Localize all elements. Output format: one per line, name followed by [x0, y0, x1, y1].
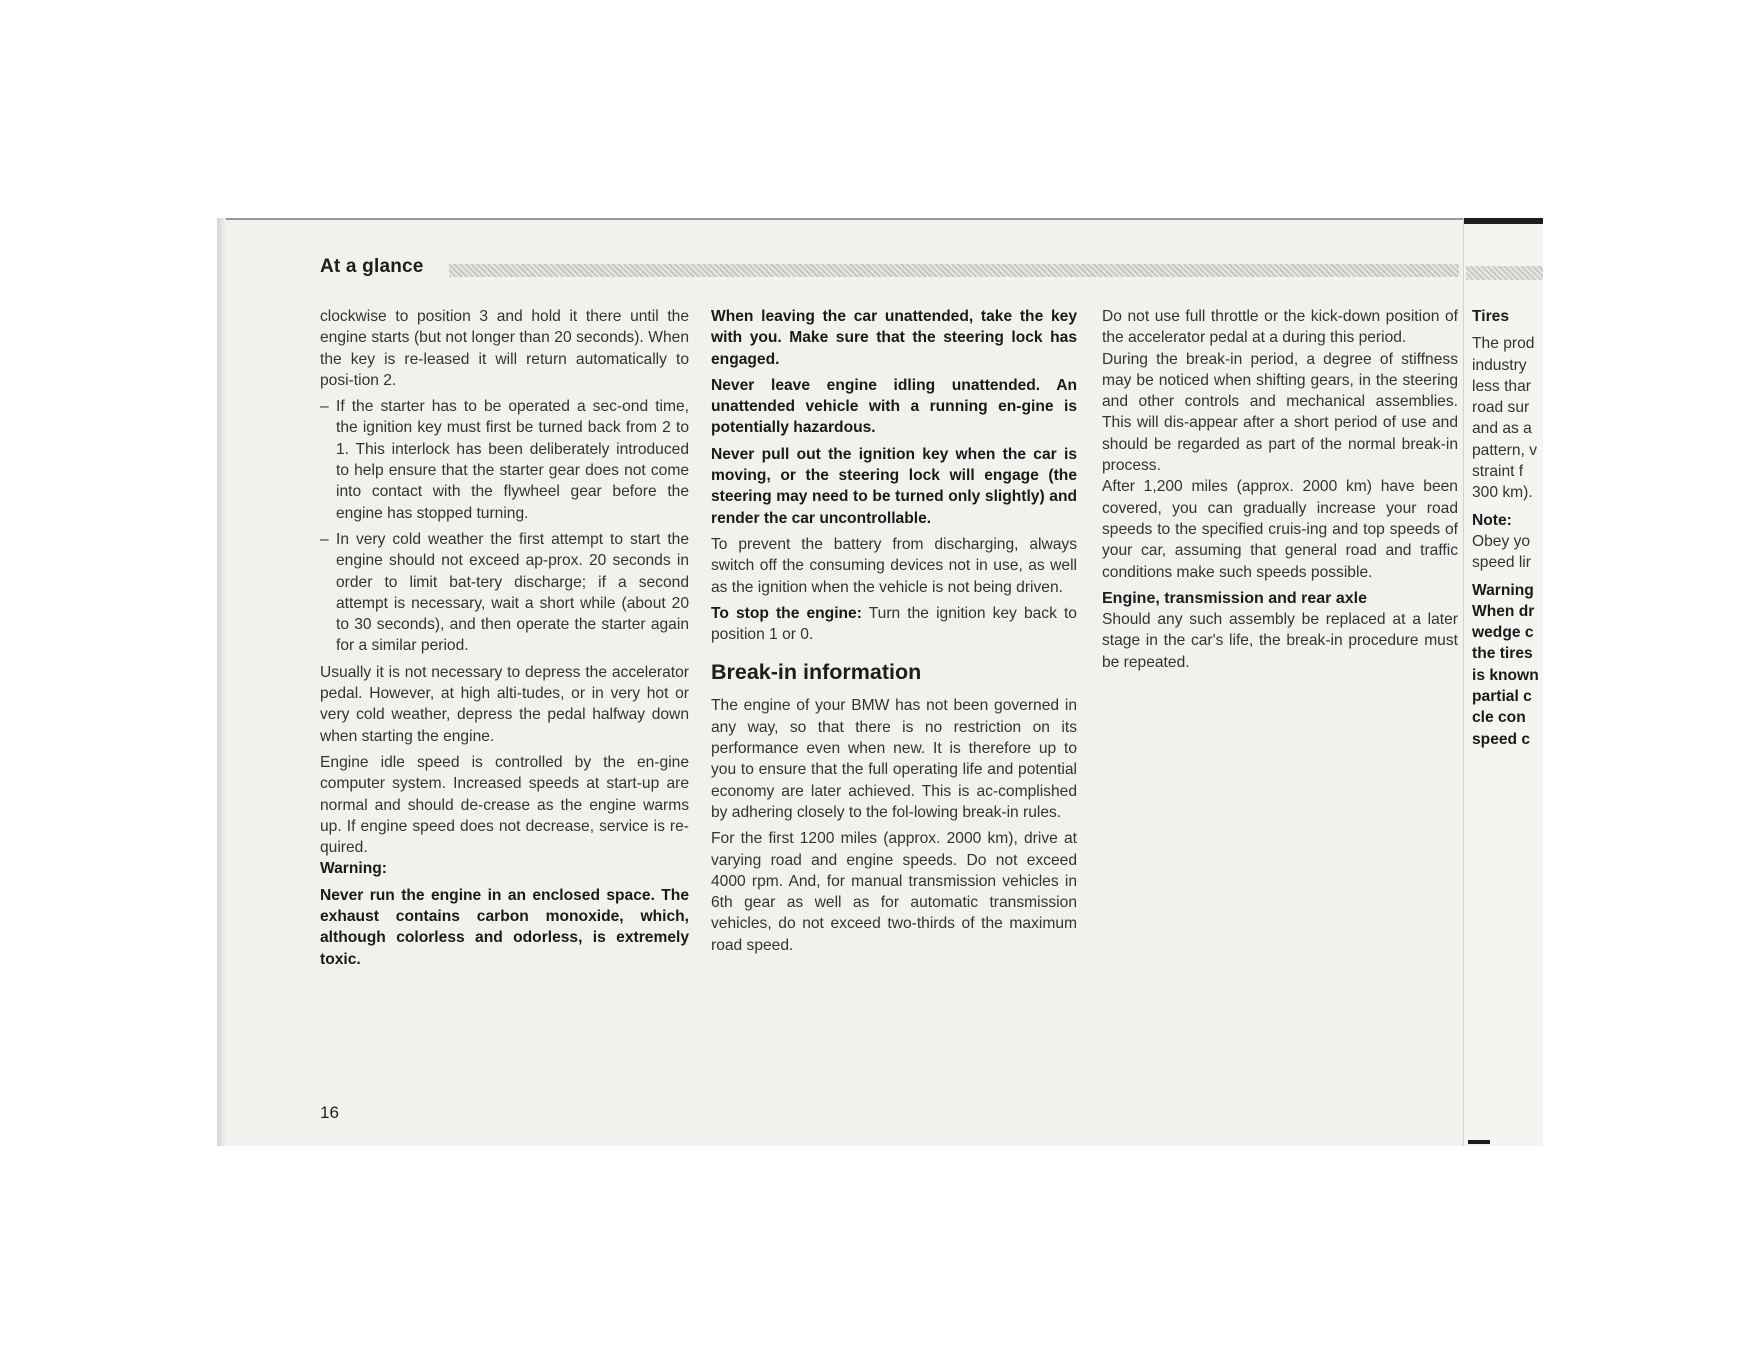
paragraph: Engine idle speed is controlled by the en-gine computer system. Increased speeds at start-up are normal and should de-crease as the engine warms up. If engine speed does not decrease, service is re-quired.	[320, 753, 689, 857]
bold-notice: Never leave engine idling unattended. An unattended vehicle with a running en-gine is potentially hazardous.	[711, 376, 1077, 437]
next-page-top-edge	[1464, 218, 1543, 224]
partial-line: less thar	[1472, 377, 1531, 395]
partial-line: The prod	[1472, 335, 1535, 353]
stop-engine-paragraph	[711, 603, 1077, 646]
tires-heading: Tires	[1472, 308, 1509, 325]
next-page-header-bar	[1466, 266, 1543, 280]
warning-text: Never run the engine in an enclosed space. The exhaust contains carbon monoxide, which, although colorless and odorless, is extremely toxic.	[320, 886, 689, 968]
page-binding-edge	[217, 218, 226, 1146]
paragraph: After 1,200 miles (approx. 2000 km) have been covered, you can gradually increase your road speeds to the specified cruis-ing and top speeds of your car, assuming that general road and traffic conditions make such speeds possible.	[1102, 478, 1458, 581]
list-item	[320, 529, 689, 657]
warning-label: Warning:	[320, 860, 387, 878]
partial-line: When dr	[1472, 602, 1535, 620]
partial-line: industry	[1472, 356, 1527, 374]
list-item	[320, 396, 689, 524]
partial-line: speed lir	[1472, 554, 1531, 572]
list-item-text: In very cold weather the first attempt to start the engine should not exceed ap-prox. 20 seconds in order to limit bat-tery discharge; if a second attempt is necessary, wait a short while (about 20 to 30 seconds), and then operate the starter again for a similar period.	[336, 530, 689, 655]
bold-notice: When leaving the car unattended, take the key with you. Make sure that the steering lock has engaged.	[711, 308, 1077, 368]
partial-line: road sur	[1472, 399, 1530, 417]
section-heading: Break-in information	[711, 660, 922, 685]
bullet-dash: –	[320, 398, 329, 416]
next-page-mark	[1468, 1140, 1490, 1144]
warning-label: Warning	[1472, 581, 1534, 599]
column-1	[320, 306, 689, 975]
paragraph: For the first 1200 miles (approx. 2000 km), drive at varying road and engine speeds. Do not exceed 4000 rpm. And, for manual transmission vehicles in 6th gear as well as for automatic transmission vehicles, do not exceed two-thirds of the maximum road speed.	[711, 830, 1077, 954]
header-bar	[449, 264, 1459, 277]
partial-line: wedge c	[1472, 624, 1534, 642]
partial-line: is known	[1472, 666, 1539, 684]
subsection-heading: Engine, transmission and rear axle	[1102, 589, 1367, 607]
paragraph: During the break-in period, a degree of stiffness may be noticed when shifting gears, in the steering and other controls and mechanical assemblies. This will dis-appear after a short period of use and should be regarded as part of the normal break-in process.	[1102, 350, 1458, 475]
bullet-dash: –	[320, 530, 329, 548]
paragraph: Usually it is not necessary to depress the accelerator pedal. However, at high alti-tudes, or in very hot or very cold weather, depress the pedal halfway down when starting the engine.	[320, 663, 689, 745]
partial-line: straint f	[1472, 463, 1524, 481]
paragraph: clockwise to position 3 and hold it there until the engine starts (but not longer than 20 seconds). When the key is re-leased it will return automatically to posi-tion 2.	[320, 308, 689, 389]
section-title: At a glance	[320, 256, 424, 277]
partial-line: cle con	[1472, 709, 1526, 727]
column-3	[1102, 306, 1458, 678]
bold-notice: Never pull out the ignition key when the car is moving, or the steering lock will engage (the steering may need to be turned only slightly) and render the car uncontrollable.	[711, 445, 1077, 527]
partial-line: partial c	[1472, 688, 1532, 706]
paragraph: The engine of your BMW has not been governed in any way, so that there is no restriction on its performance even when new. It is therefore up to you to ensure that the full operating life and potential economy are later achieved. This is ac-complished by adhering closely to the fol-lowing break-in rules.	[711, 697, 1077, 821]
paragraph: Do not use full throttle or the kick-down position of the accelerator pedal at a during this period.	[1102, 308, 1458, 347]
note-label: Note:	[1472, 511, 1512, 529]
page-number: 16	[320, 1103, 339, 1122]
stop-engine-text: Turn the ignition key back to position 1 or 0.	[711, 604, 1077, 644]
partial-line: 300 km).	[1472, 484, 1533, 502]
list-item-text: If the starter has to be operated a sec-ond time, the ignition key must first be turned back from 2 to 1. This interlock has been deliberately introduced to help ensure that the starter gear does not come into contact with the flywheel gear before the engine has stopped turning.	[336, 398, 689, 522]
column-2	[711, 306, 1077, 961]
stop-engine-label: To stop the engine:	[711, 604, 862, 622]
partial-line: pattern, v	[1472, 441, 1538, 459]
paragraph: Should any such assembly be replaced at a later stage in the car's life, the break-in procedure must be repeated.	[1102, 611, 1458, 671]
paragraph: To prevent the battery from discharging, always switch off the consuming devices not in use, as well as the ignition when the vehicle is not being driven.	[711, 535, 1077, 596]
page-top-rule	[217, 218, 1543, 220]
manual-page	[217, 218, 1543, 1146]
partial-line: speed c	[1472, 730, 1531, 748]
partial-line: and as a	[1472, 420, 1532, 438]
partial-line: Obey yo	[1472, 532, 1531, 550]
partial-line: the tires	[1472, 645, 1533, 663]
column-4-partial	[1472, 306, 1543, 750]
